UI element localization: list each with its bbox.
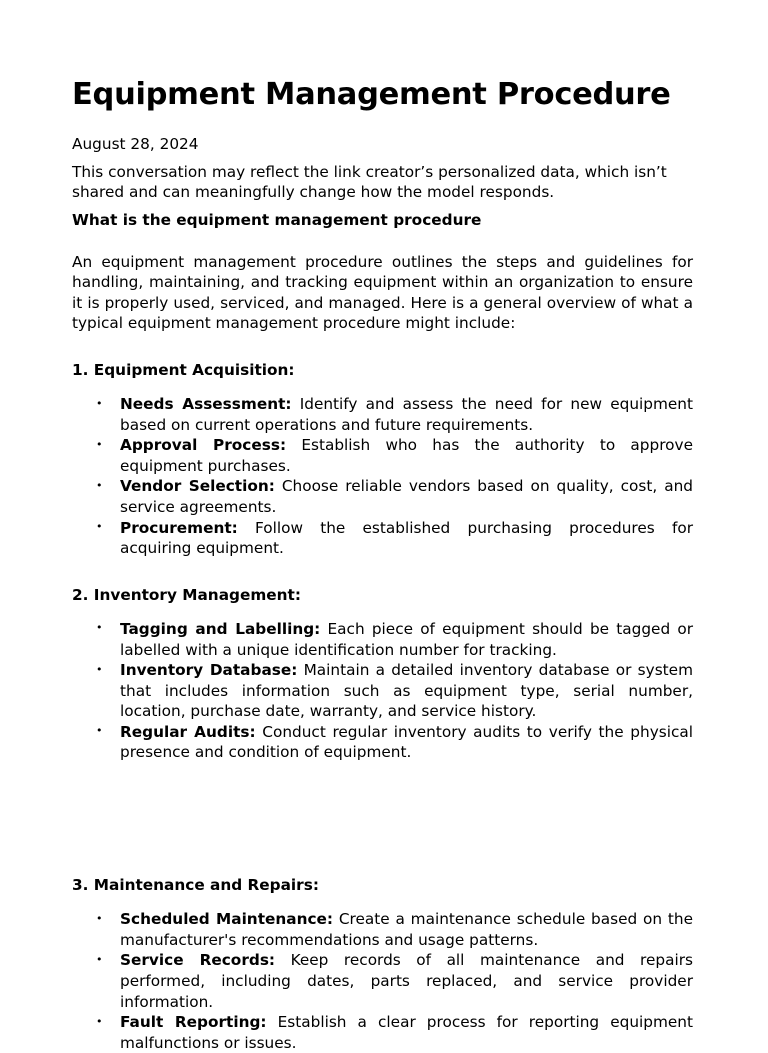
list-item: [72, 950, 693, 1012]
list-item-term: Regular Audits:: [120, 722, 256, 741]
list-item-term: Inventory Database:: [120, 661, 298, 680]
list-item-term: Scheduled Maintenance:: [120, 910, 334, 929]
list-item-term: Procurement:: [120, 518, 238, 537]
list-item-term: Tagging and Labelling:: [120, 619, 321, 638]
list-item-term: Service Records:: [120, 951, 276, 970]
list-item-text: Choose reliable vendors based on quality, cost, and service agreements.: [120, 477, 693, 516]
section-spacer: [72, 763, 693, 849]
list-item-term: Approval Process:: [120, 436, 287, 455]
list-item-text: Identify and assess the need for new equipment based on current operations and future requirements.: [120, 395, 693, 434]
list-item-text: Maintain a detailed inventory database or system that includes information such as equipment type, serial number, location, purchase date, warranty, and service history.: [120, 661, 693, 721]
page-title: Equipment Management Procedure: [72, 77, 671, 112]
list-item-term: Needs Assessment:: [120, 395, 292, 414]
list-item: [72, 435, 693, 476]
list-item-text: Conduct regular inventory audits to verify the physical presence and condition of equipment.: [120, 722, 693, 762]
list-item-term: Fault Reporting:: [120, 1013, 267, 1032]
section-1-bullet-list: [72, 380, 693, 559]
list-item: [72, 722, 693, 763]
list-item: [72, 394, 693, 435]
list-item: [72, 1012, 693, 1053]
list-item-text: Each piece of equipment should be tagged or labelled with a unique identification number for tracking.: [120, 619, 693, 659]
document-body: [72, 0, 693, 1053]
section-2-bullet-list: [72, 605, 693, 763]
section-heading-3: 3. Maintenance and Repairs:: [72, 875, 319, 894]
document-subheading: What is the equipment management procedure: [72, 211, 482, 230]
list-item: [72, 660, 693, 722]
list-item-text: Create a maintenance schedule based on the manufacturer's recommendations and usage patterns.: [120, 910, 693, 949]
list-item-text: Establish a clear process for reporting equipment malfunctions or issues.: [120, 1013, 693, 1052]
privacy-disclaimer: This conversation may reflect the link creator’s personalized data, which isn’t shared and can meaningfully change how the model responds.: [72, 162, 667, 201]
list-item-text: Establish who has the authority to approve equipment purchases.: [120, 436, 693, 475]
section-3-bullet-list: [72, 895, 693, 1053]
list-item-term: Vendor Selection:: [120, 477, 275, 496]
list-item: [72, 909, 693, 950]
list-item: [72, 518, 693, 559]
list-item-text: Keep records of all maintenance and repairs performed, including dates, parts replaced, and service provider information.: [120, 951, 693, 1011]
list-item: [72, 476, 693, 517]
list-item-text: Follow the established purchasing procedures for acquiring equipment.: [120, 518, 693, 558]
document-date: August 28, 2024: [72, 135, 199, 154]
overview-paragraph: An equipment management procedure outlines the steps and guidelines for handling, maintaining, and tracking equipment within an organization to ensure it is properly used, serviced, and managed. Here is a general overview of what a typical equipment management procedure might include:: [72, 252, 693, 333]
section-heading-2: 2. Inventory Management:: [72, 585, 301, 604]
list-item: [72, 619, 693, 660]
section-heading-1: 1. Equipment Acquisition:: [72, 360, 295, 379]
